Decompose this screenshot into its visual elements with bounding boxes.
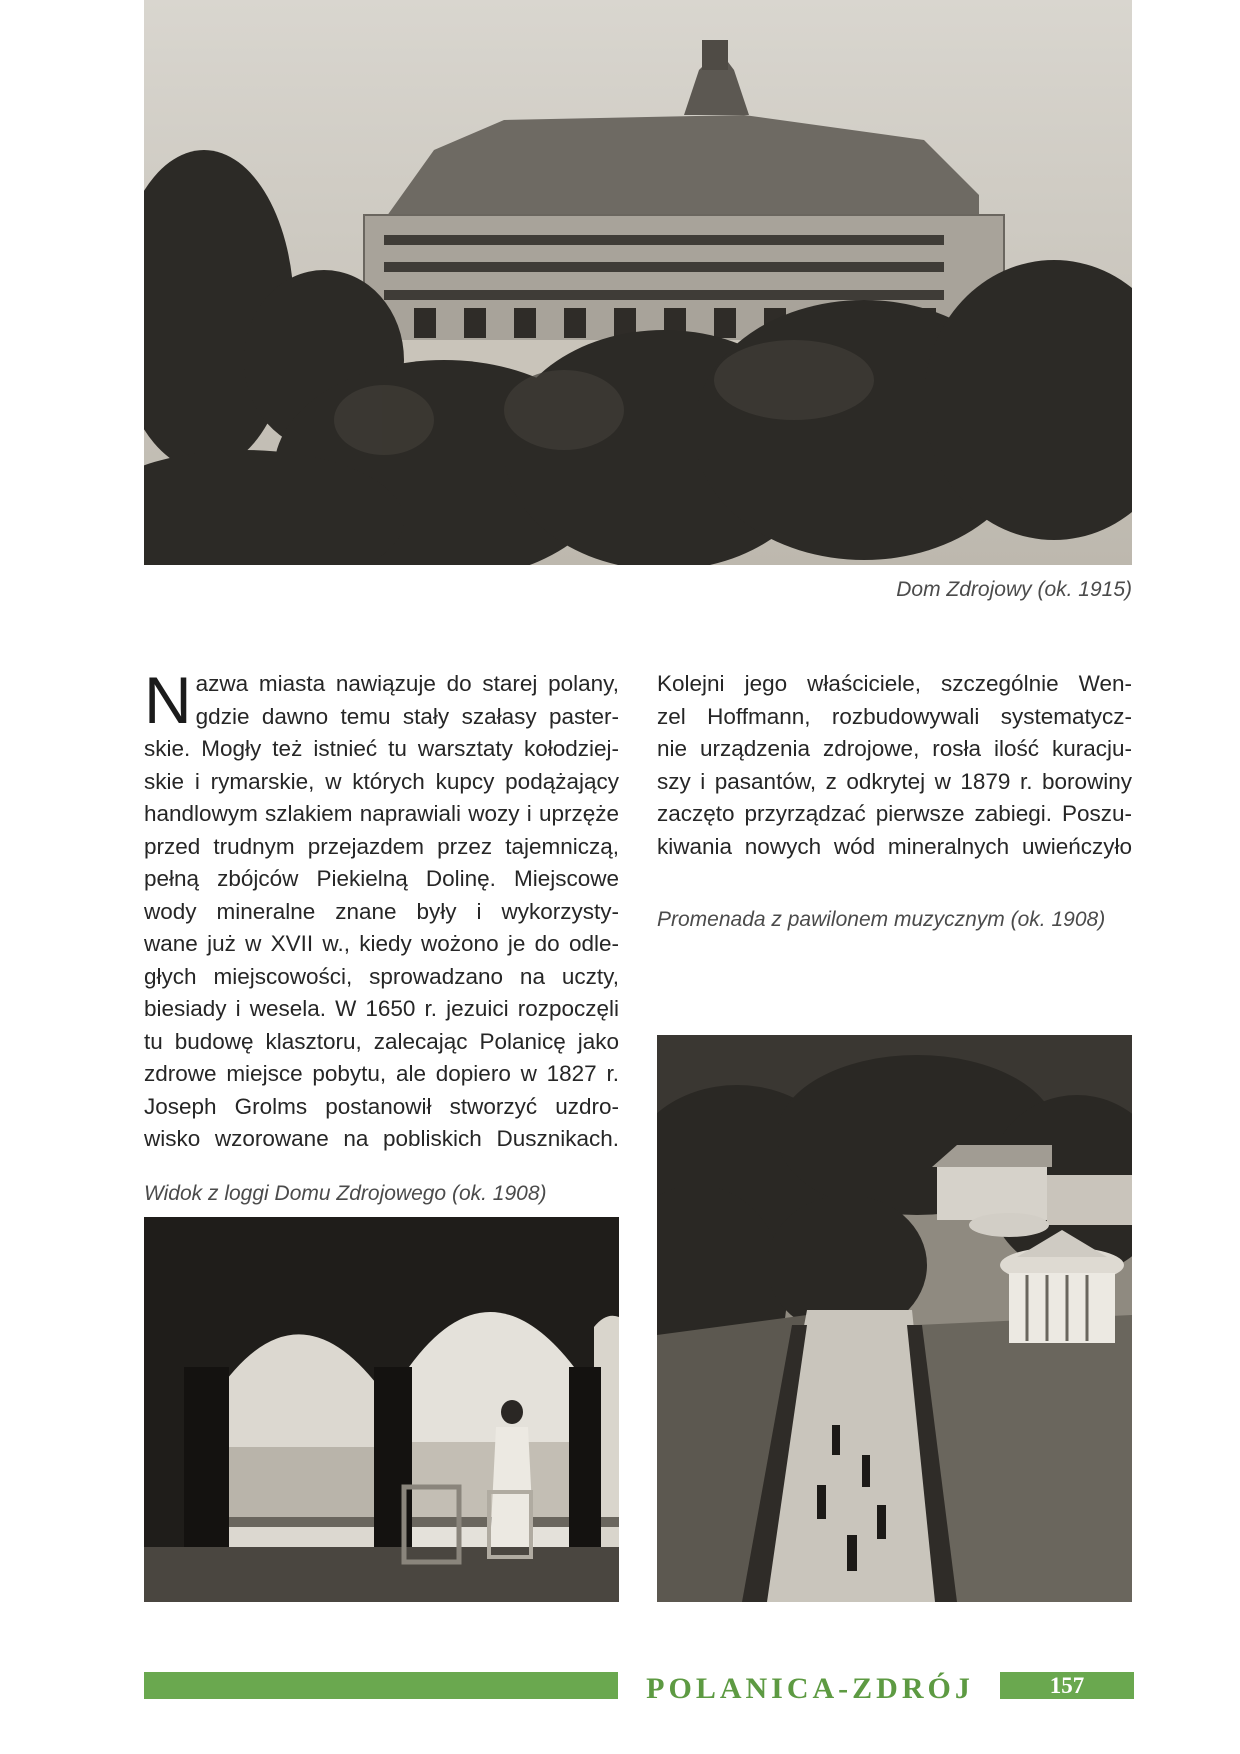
text-line: gdzie dawno temu stały szałasy paster- xyxy=(195,703,619,729)
footer-title: POLANICA-ZDRÓJ xyxy=(646,1672,974,1705)
text-line: przed trudnym przejazdem przez tajemniczą, xyxy=(144,833,619,859)
text-line: wisko wzorowane na pobliskich Dusznikach. xyxy=(144,1126,619,1151)
text-line: skie i rymarskie, w których kupcy podążający xyxy=(144,768,619,794)
text-line: zaczęto przyrządzać pierwsze zabiegi. Poszu- xyxy=(657,801,1132,826)
text-line: głych miejscowości, sprowadzano na uczty, xyxy=(144,963,619,989)
text-line: nie urządzenia zdrojowe, rosła ilość kuracju- xyxy=(657,736,1132,761)
caption-promenada: Promenada z pawilonem muzycznym (ok. 1908) xyxy=(657,908,1106,931)
text-line: handlowym szlakiem naprawiali wozy i uprzęże xyxy=(144,801,619,826)
text-line: Kolejni jego właściciele, szczególnie Wen- xyxy=(657,671,1132,696)
photo-promenada-image xyxy=(657,1035,1132,1602)
page-number: 157 xyxy=(1000,1672,1134,1699)
photo-dom-zdrojowy-image xyxy=(144,0,1132,565)
dropcap-letter: N xyxy=(144,663,192,737)
text-line: zdrowe miejsce pobytu, ale dopiero w 1827 r. xyxy=(144,1061,619,1086)
text-line: szy i pasantów, z odkrytej w 1879 r. borowiny xyxy=(657,768,1132,794)
footer-bar-left xyxy=(144,1672,618,1699)
text-line: wody mineralne znane były i wykorzysty- xyxy=(144,898,619,924)
text-line: azwa miasta nawiązuje do starej polany, xyxy=(195,671,619,696)
text-line: biesiady i wesela. W 1650 r. jezuici rozpoczęli xyxy=(144,996,619,1021)
caption-widok-z-loggi: Widok z loggi Domu Zdrojowego (ok. 1908) xyxy=(144,1182,547,1205)
text-line: Joseph Grolms postanowił stworzyć uzdro- xyxy=(144,1093,619,1119)
photo-widok-z-loggi-image xyxy=(144,1217,619,1602)
caption-dom-zdrojowy: Dom Zdrojowy (ok. 1915) xyxy=(896,578,1132,601)
text-line: zel Hoffmann, rozbudowywali systematycz- xyxy=(657,703,1132,729)
photo-promenada xyxy=(657,1035,1132,1602)
text-line: tu budowę klasztoru, zalecając Polanicę jako xyxy=(144,1028,619,1054)
article-left-column xyxy=(144,663,619,1156)
text-line: wane już w XVII w., kiedy wożono je do odle- xyxy=(144,931,619,956)
text-line: pełną zbójców Piekielną Dolinę. Miejscowe xyxy=(144,866,619,891)
article-right-column xyxy=(657,668,1132,863)
text-line: kiwania nowych wód mineralnych uwieńczyło xyxy=(657,833,1132,859)
photo-dom-zdrojowy xyxy=(144,0,1132,565)
text-line: skie. Mogły też istnieć tu warsztaty kołodziej- xyxy=(144,736,619,761)
photo-widok-z-loggi xyxy=(144,1217,619,1602)
